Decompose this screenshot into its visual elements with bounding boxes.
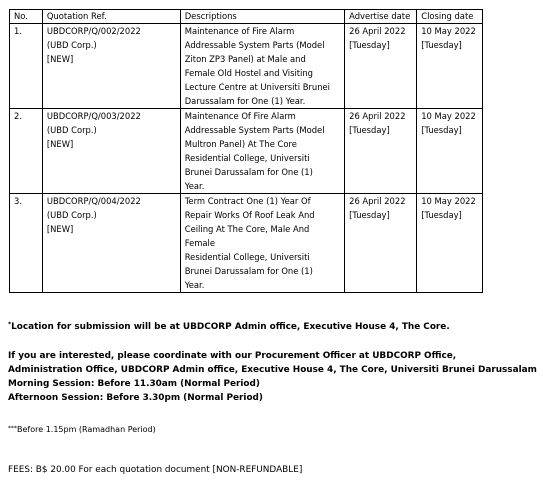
quotation-ref: UBDCORP/Q/004/2022	[46, 196, 141, 206]
description-cell	[180, 194, 344, 293]
row-number: 3.	[10, 194, 43, 293]
description-line: Lecture Centre at Universiti Brunei	[184, 82, 330, 92]
description-line: Residential College, Universiti	[184, 252, 310, 262]
description-line: Addressable System Parts (Model	[184, 40, 325, 50]
location-text: Location for submission will be at UBDCORP Admin office, Executive House 4, The Core.	[11, 322, 450, 332]
closing-day: [Tuesday]	[421, 125, 462, 135]
afternoon-session: Afternoon Session: Before 3.30pm (Normal Period)	[8, 393, 263, 403]
table-header-row	[10, 10, 483, 24]
header-quotation-ref: Quotation Ref.	[42, 10, 180, 24]
quotation-org: (UBD Corp.)	[46, 210, 97, 220]
table-row	[10, 109, 483, 194]
closing-date: 10 May 2022	[421, 196, 476, 206]
ramadhan-asterisks: ***	[8, 425, 17, 432]
location-note	[8, 318, 450, 334]
advertise-date-cell	[345, 194, 417, 293]
table-row	[10, 194, 483, 293]
ramadhan-text: Before 1.15pm (Ramadhan Period)	[17, 425, 156, 434]
description-line: Residential College, Universiti	[184, 153, 310, 163]
contact-line: Administration Office, UBDCORP Admin office, Executive House 4, The Core, Universiti Brunei Darussalam	[8, 365, 537, 375]
header-descriptions: Descriptions	[180, 10, 344, 24]
closing-date-cell	[417, 194, 483, 293]
closing-date-cell	[417, 109, 483, 194]
advertise-day: [Tuesday]	[349, 40, 390, 50]
description-line: Maintenance Of Fire Alarm	[184, 111, 296, 121]
quotation-status: [NEW]	[46, 139, 74, 149]
header-no: No.	[10, 10, 43, 24]
header-advertise-date: Advertise date	[345, 10, 417, 24]
description-line: Repair Works Of Roof Leak And	[184, 210, 315, 220]
quotation-org: (UBD Corp.)	[46, 40, 97, 50]
closing-day: [Tuesday]	[421, 210, 462, 220]
ramadhan-note	[8, 422, 156, 437]
closing-date: 10 May 2022	[421, 26, 476, 36]
description-line: Year.	[184, 181, 205, 191]
quotation-status: [NEW]	[46, 54, 74, 64]
row-number: 1.	[10, 24, 43, 109]
advertise-date: 26 April 2022	[349, 111, 406, 121]
quotation-ref: UBDCORP/Q/003/2022	[46, 111, 141, 121]
advertise-date: 26 April 2022	[349, 196, 406, 206]
advertise-day: [Tuesday]	[349, 125, 390, 135]
description-cell	[180, 24, 344, 109]
closing-date-cell	[417, 24, 483, 109]
advertise-date-cell	[345, 109, 417, 194]
description-line: Female	[184, 238, 216, 248]
description-line: Ziton ZP3 Panel) at Male and	[184, 54, 306, 64]
description-line: Ceiling At The Core, Male And	[184, 224, 310, 234]
quotation-ref-cell	[42, 194, 180, 293]
description-line: Maintenance of Fire Alarm	[184, 26, 295, 36]
table-row	[10, 24, 483, 109]
description-cell	[180, 109, 344, 194]
advertise-date-cell	[345, 24, 417, 109]
morning-session: Morning Session: Before 11.30am (Normal Period)	[8, 379, 260, 389]
location-asterisk: *	[8, 321, 12, 328]
advertise-date: 26 April 2022	[349, 26, 406, 36]
quotation-ref: UBDCORP/Q/002/2022	[46, 26, 141, 36]
quotation-table	[9, 9, 483, 293]
description-line: Multron Panel) At The Core	[184, 139, 297, 149]
fees-note: FEES: B$ 20.00 For each quotation document [NON-REFUNDABLE]	[8, 465, 303, 475]
closing-date: 10 May 2022	[421, 111, 476, 121]
description-line: Term Contract One (1) Year Of	[184, 196, 311, 206]
description-line: Brunei Darussalam for One (1)	[184, 167, 313, 177]
description-line: Year.	[184, 280, 205, 290]
quotation-ref-cell	[42, 109, 180, 194]
contact-line: If you are interested, please coordinate with our Procurement Officer at UBDCORP Office,	[8, 351, 457, 361]
description-line: Brunei Darussalam for One (1)	[184, 266, 313, 276]
description-line: Darussalam for One (1) Year.	[184, 96, 306, 106]
quotation-status: [NEW]	[46, 224, 74, 234]
quotation-ref-cell	[42, 24, 180, 109]
quotation-org: (UBD Corp.)	[46, 125, 97, 135]
closing-day: [Tuesday]	[421, 40, 462, 50]
description-line: Addressable System Parts (Model	[184, 125, 325, 135]
contact-note	[8, 349, 537, 405]
row-number: 2.	[10, 109, 43, 194]
advertise-day: [Tuesday]	[349, 210, 390, 220]
header-closing-date: Closing date	[417, 10, 483, 24]
description-line: Female Old Hostel and Visiting	[184, 68, 313, 78]
